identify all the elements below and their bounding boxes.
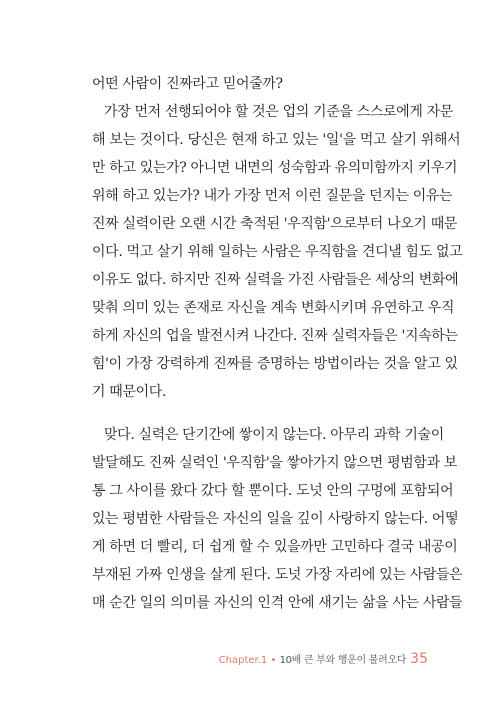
paragraph-block-2 [92, 421, 463, 617]
text-line: 맞다. 실력은 단기간에 쌓이지 않는다. 아무리 과학 기술이 [104, 427, 444, 443]
text-line: 진짜 실력이란 오랜 시간 축적된 '우직함'으로부터 나오기 때문 [92, 216, 458, 232]
text-line: 가장 먼저 선행되어야 할 것은 업의 기준을 스스로에게 자문 [104, 104, 453, 120]
text-line: 해 보는 것이다. 당신은 현재 하고 있는 '일'을 먹고 살기 위해서 [92, 132, 461, 148]
text-line: 하게 자신의 업을 발전시켜 나간다. 진짜 실력자들은 '지속하는 [92, 328, 458, 344]
text-line: 있는 평범한 사람들은 자신의 일을 깊이 사랑하지 않는다. 어떻 [92, 511, 459, 527]
page-number: 35 [410, 651, 428, 667]
footer-separator: • [267, 655, 280, 666]
text-line: 매 순간 일의 의미를 자신의 인격 안에 새기는 삶을 사는 사람들 [92, 595, 463, 611]
text-line: 힘'이 가장 강력하게 진짜를 증명하는 방법이라는 것을 알고 있 [92, 356, 458, 372]
text-line: 발달해도 진짜 실력인 '우직함'을 쌓아가지 않으면 평범함과 보 [92, 455, 458, 471]
chapter-title: 10배 큰 부와 행운이 불려오다 [279, 655, 407, 666]
text-line: 만 하고 있는가? 아니면 내면의 성숙함과 유의미함까지 키우기 [92, 160, 458, 176]
text-line: 통 그 사이를 왔다 갔다 할 뿐이다. 도넛 안의 구멍에 포함되어 [92, 483, 454, 499]
text-line: 맞춰 의미 있는 존재로 자신을 계속 변화시키며 유연하고 우직 [92, 300, 455, 316]
text-line: 이유도 없다. 하지만 진짜 실력을 가진 사람들은 세상의 변화에 [92, 272, 459, 288]
paragraph-block-1 [92, 70, 463, 406]
text-line: 이다. 먹고 살기 위해 일하는 사람은 우직함을 견디낼 힘도 없고 [92, 244, 463, 260]
text-line: 게 하면 더 빨리, 더 쉽게 할 수 있을까만 고민하다 결국 내공이 [92, 539, 458, 555]
chapter-label: Chapter.1 [218, 655, 268, 666]
page-footer [219, 648, 428, 668]
text-line: 기 때문이다. [92, 384, 167, 400]
text-line: 위해 하고 있는가? 내가 가장 먼저 이런 질문을 던지는 이유는 [92, 188, 453, 204]
text-line: 부재된 가짜 인생을 살게 된다. 도넛 가장 자리에 있는 사람들은 [92, 567, 463, 583]
section-heading: 어떤 사람이 진짜라고 믿어줄까? [92, 76, 283, 92]
